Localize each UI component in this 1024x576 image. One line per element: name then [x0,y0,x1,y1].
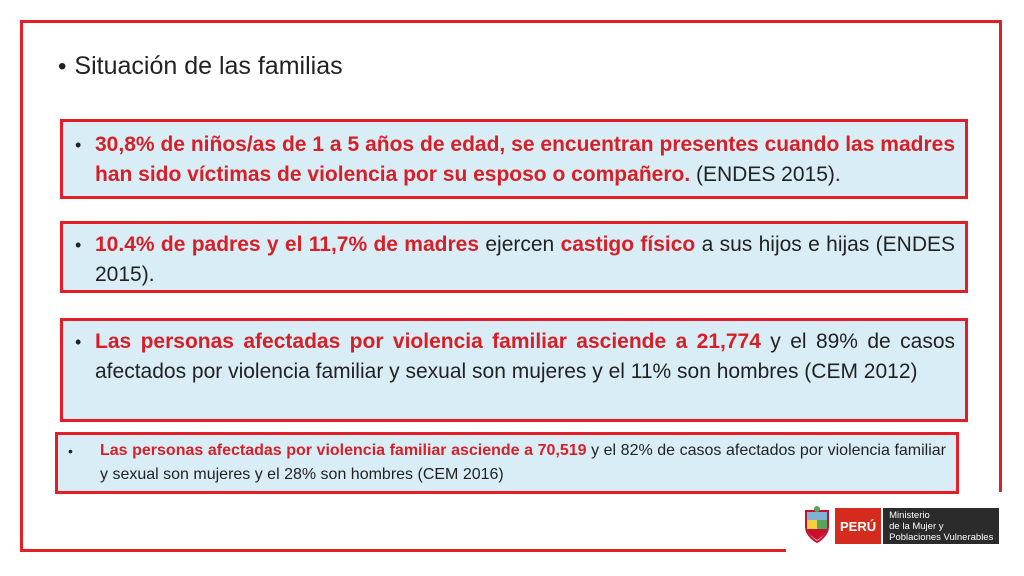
info-box-1-text [95,130,955,190]
info-box-4 [55,432,959,494]
coat-of-arms-icon [802,505,832,545]
body-text: ejercen [479,233,561,256]
body-text: y el 89% de casos afectados por violencia familiar y sexual son mujeres y el 11% son hombres (CEM 2012) [95,330,956,383]
slide-title-row [58,52,343,81]
highlight-text: 30,8% de niños/as de 1 a 5 años de edad, se encuentran presentes cuando las madres han sido víctimas de violencia por su esposo o compañero. [95,133,955,186]
body-text: y el 82% de casos afectados por violencia familiar y sexual son mujeres y el 28% son hombres (CEM 2016) [100,442,947,483]
info-box-2-text [95,230,955,290]
highlight-text: Las personas afectadas por violencia familiar asciende a 70,519 [100,442,587,459]
highlight-text: Las personas afectadas por violencia familiar asciende a 21,774 [95,330,761,353]
bullet-icon: • [58,52,67,80]
body-text: a sus hijos e hijas (ENDES 2015). [95,233,955,286]
highlight-text: castigo físico [560,233,696,256]
peru-label: PERÚ [835,508,881,544]
info-box-1 [60,119,968,199]
ministry-name [883,508,999,544]
bullet-icon: • [68,443,73,459]
source-text: (ENDES 2015). [690,163,841,186]
bullet-icon: • [75,135,82,155]
ministry-logo [802,505,999,549]
ministry-line-1: Ministerio [889,509,930,521]
highlight-text: 10.4% de padres y el 11,7% de madres [95,233,480,256]
ministry-line-3: Poblaciones Vulnerables [889,531,994,543]
info-box-2 [60,221,968,293]
info-box-4-text [100,439,946,487]
ministry-line-2: de la Mujer y [889,520,944,532]
info-box-3 [60,318,968,422]
bullet-icon: • [75,235,82,255]
bullet-icon: • [75,332,82,352]
slide-title: Situación de las familias [74,52,343,80]
info-box-3-text [95,327,955,387]
